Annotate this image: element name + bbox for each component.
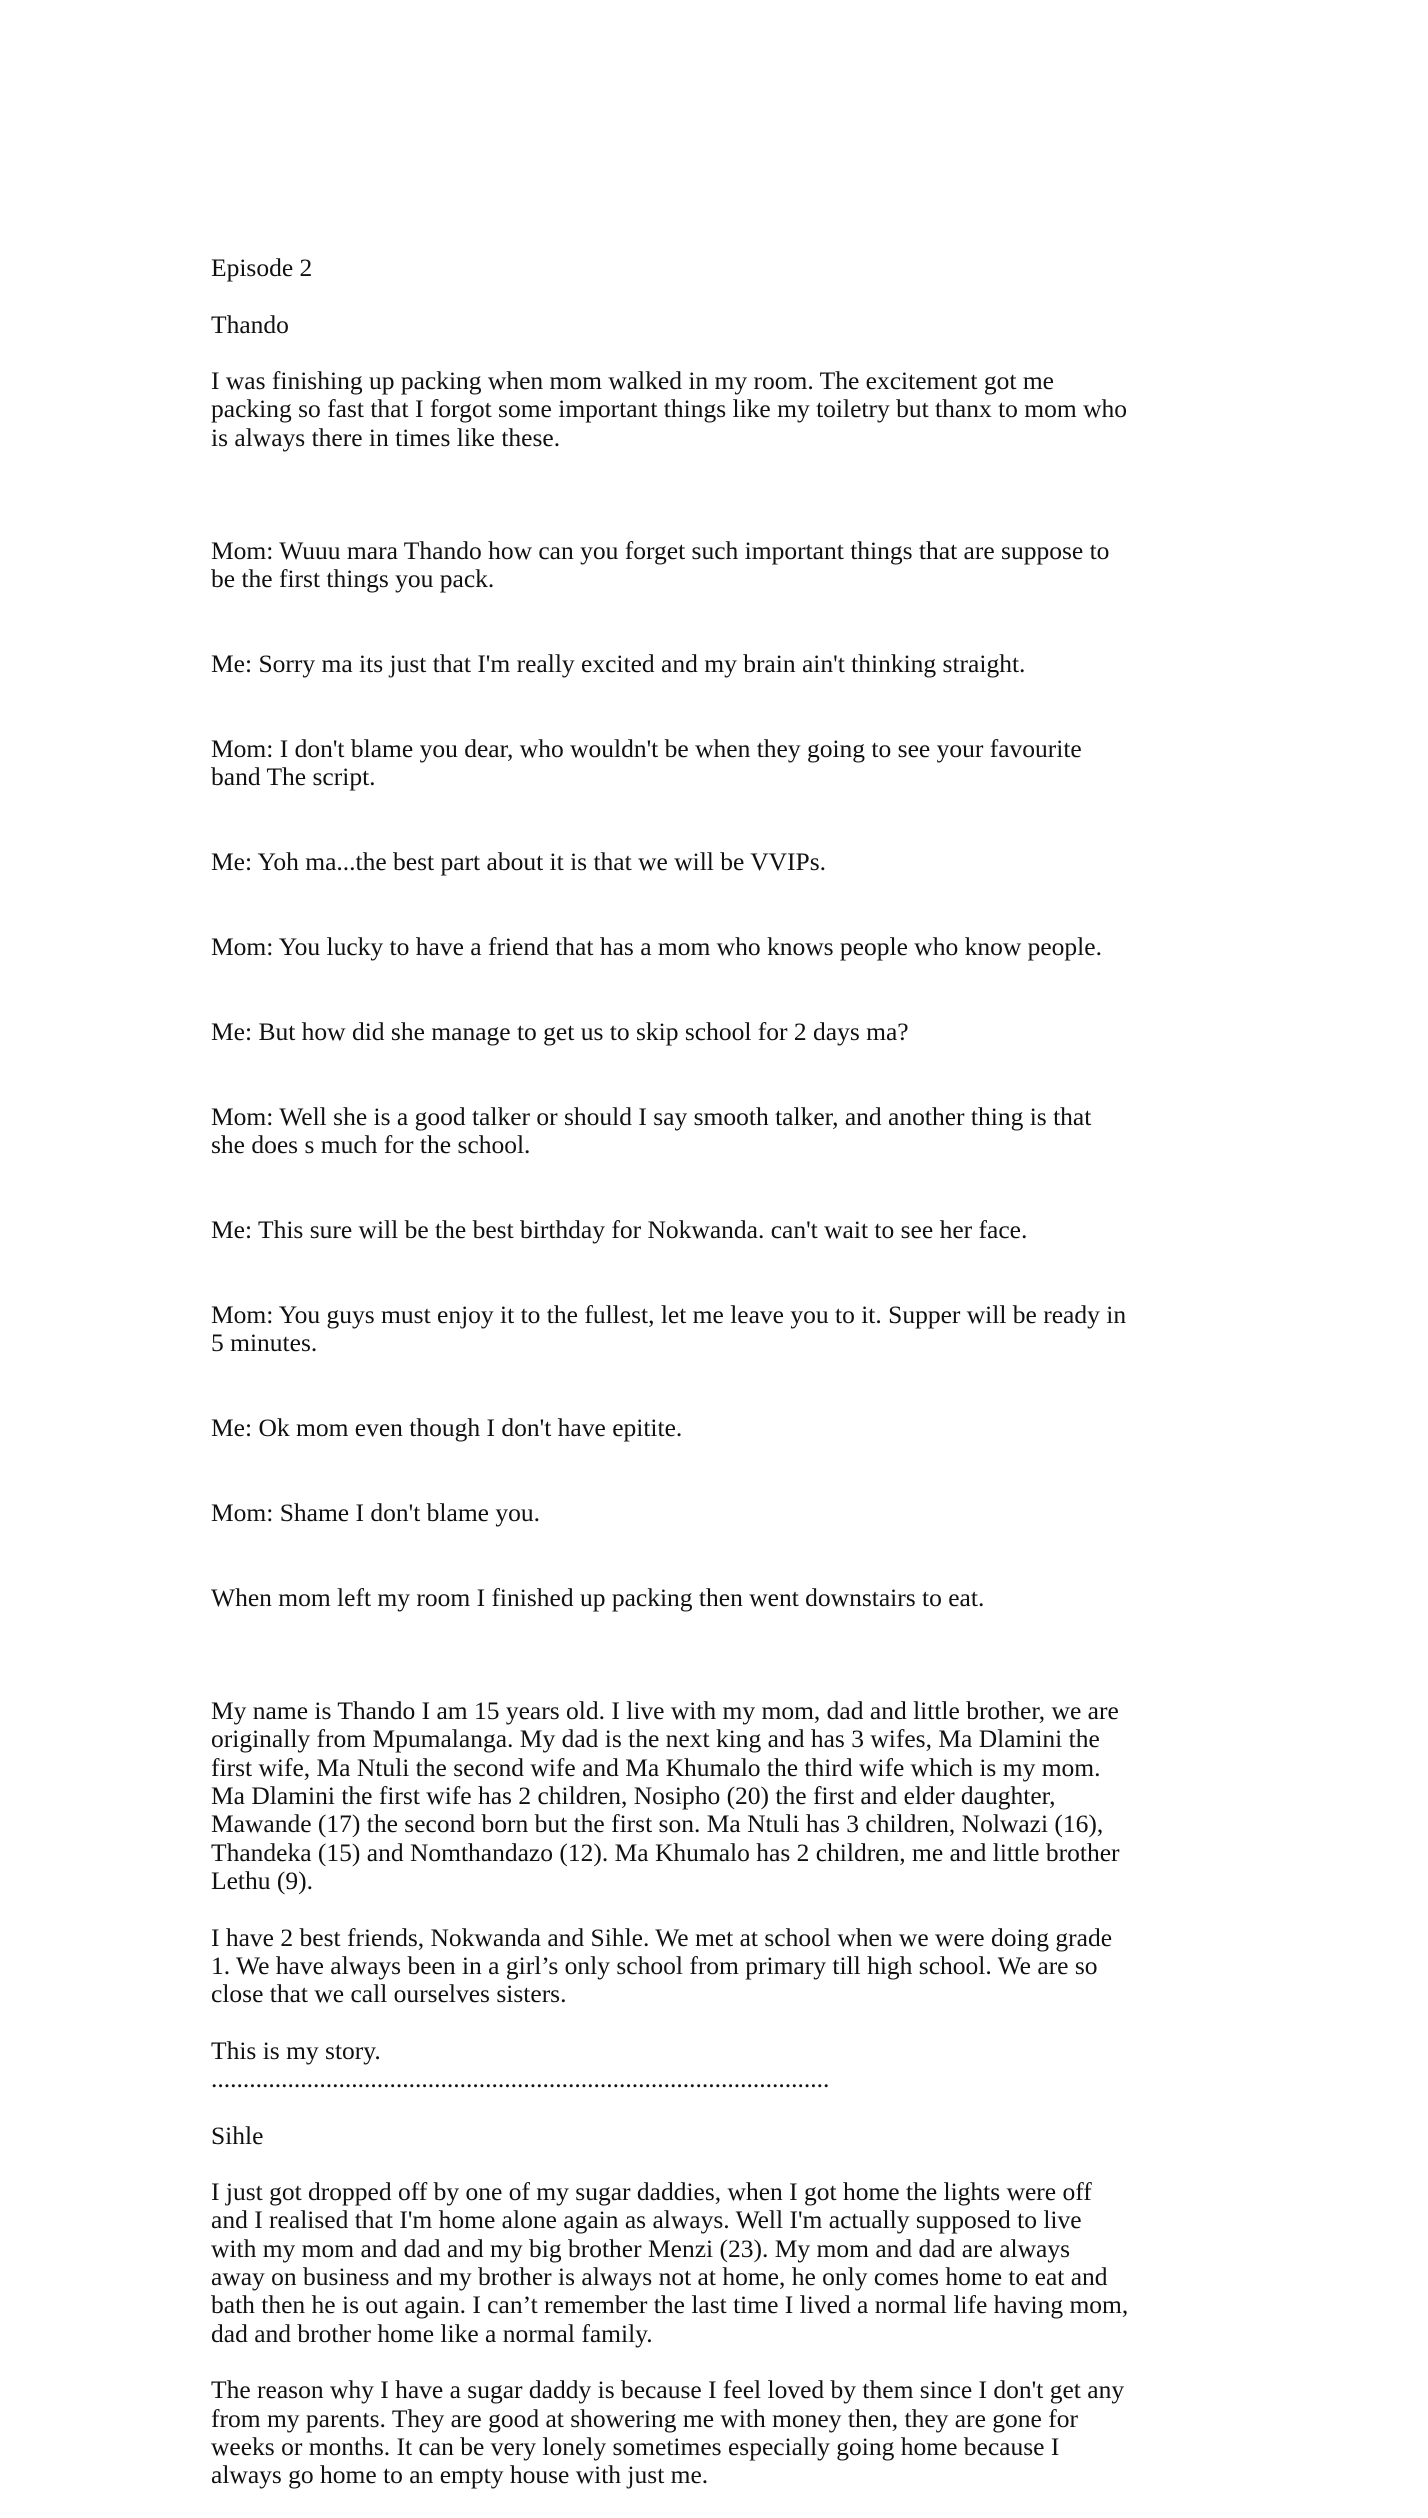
document-body <box>211 254 1231 2518</box>
paragraph-family: My name is Thando I am 15 years old. I live with my mom, dad and little brother, we are originally from Mpumalanga. My dad is the next king and has 3 wifes, Ma Dlamini the first wife, Ma Ntuli the second wife and Ma Khumalo the third wife which is my mom. Ma Dlamini the first wife has 2 children, Nosipho (20) the first and elder daughter, Mawande (17) the second born but the first son. Ma Ntuli has 3 children, Nolwazi (16), Thandeka (15) and Nomthandazo (12). Ma Khumalo has 2 children, me and little brother Lethu (9). <box>211 1696 1120 1895</box>
closing-line: This is my story. <box>211 2035 381 2065</box>
dialogue-line: Me: Ok mom even though I don't have epitite. <box>211 1413 683 1443</box>
dialogue-line: Me: This sure will be the best birthday for Nokwanda. can't wait to see her face. <box>211 1215 1028 1245</box>
dialogue-line: Mom: Well she is a good talker or should I say smooth talker, and another thing is that she does s much for the school. <box>211 1101 1092 1160</box>
dialogue-line: Me: But how did she manage to get us to skip school for 2 days ma? <box>211 1017 909 1047</box>
dialogue-line: When mom left my room I finished up packing then went downstairs to eat. <box>211 1582 985 1612</box>
dialogue-line: Mom: You guys must enjoy it to the fullest, let me leave you to it. Supper will be ready in 5 minutes. <box>211 1299 1127 1358</box>
paragraph-home-alone: I just got dropped off by one of my sugar daddies, when I got home the lights were off and I realised that I'm home alone again as always. Well I'm actually supposed to live with my mom and dad and my big brother Menzi (23). My mom and dad are always away on business and my brother is always not at home, he only comes home to eat and bath then he is out again. I can’t remember the last time I lived a normal life having mom, dad and brother home like a normal family. <box>211 2177 1129 2348</box>
dialogue-line: Mom: Wuuu mara Thando how can you forget such important things that are suppose to be the first things you pack. <box>211 535 1110 594</box>
episode-title: Episode 2 <box>211 253 313 282</box>
paragraph-packing: I was finishing up packing when mom walked in my room. The excitement got me packing so fast that I forgot some important things like my toiletry but thanx to mom who is always there in times like these. <box>211 366 1127 452</box>
section-heading-thando: Thando <box>211 309 289 339</box>
dialogue-line: Mom: You lucky to have a friend that has a mom who knows people who know people. <box>211 932 1102 962</box>
dialogue-line: Mom: Shame I don't blame you. <box>211 1498 540 1528</box>
dialogue-line: Me: Yoh ma...the best part about it is that we will be VVIPs. <box>211 847 827 877</box>
paragraph-friends: I have 2 best friends, Nokwanda and Sihle. We met at school when we were doing grade 1. We have always been in a girl’s only school from primary till high school. We are so close that we call ourselves sisters. <box>211 1922 1113 2009</box>
dialogue-line: Mom: I don't blame you dear, who wouldn't be when they going to see your favourite band The script. <box>211 734 1082 792</box>
dialogue-block <box>211 480 1231 1668</box>
section-separator: ................................................................................................. <box>211 2065 830 2093</box>
paragraph-sugar-daddy: The reason why I have a sugar daddy is because I feel loved by them since I don't get any from my parents. They are good at showering me with money then, they are gone for weeks or months. It can be very lonely sometimes especially going home because I always go home to an empty house with just me. <box>211 2375 1125 2490</box>
section-heading-sihle: Sihle <box>211 2120 264 2150</box>
dialogue-line: Me: Sorry ma its just that I'm really excited and my brain ain't thinking straight. <box>211 649 1026 679</box>
